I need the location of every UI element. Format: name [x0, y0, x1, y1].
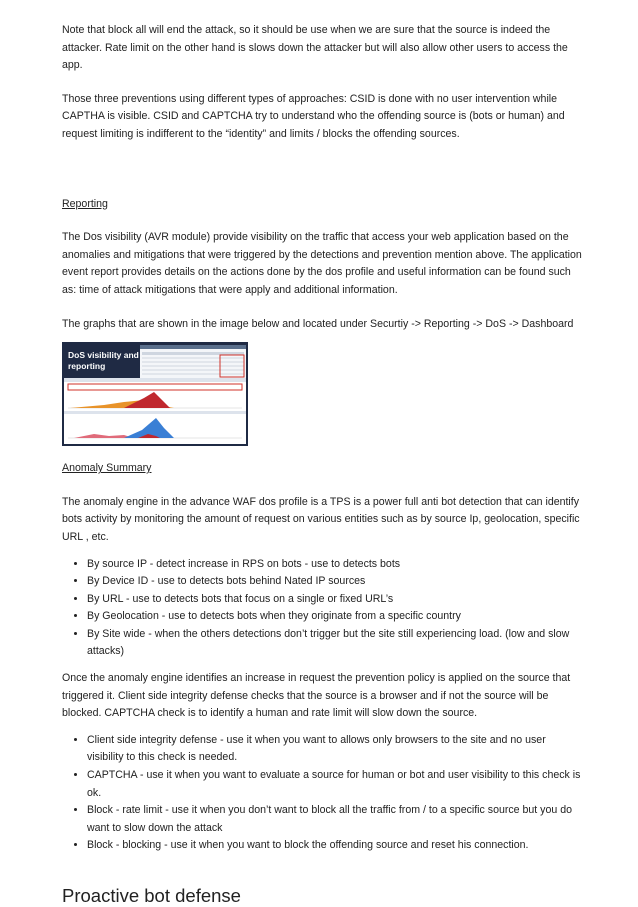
figure-graph-screenshot — [64, 378, 246, 444]
list-item: • Block - rate limit - use it when you don’t want to block all the traffic from / to a specific source but you do want to slow down the attack — [87, 802, 582, 837]
paragraph-prevention-policy: Once the anomaly engine identifies an increase in request the prevention policy is applied on the source that triggered it. Client side integrity defense checks that the source is a browser and if not the source will be blocked. CAPTCHA check is to identify a human and rate limit will slow down the source. — [62, 672, 571, 720]
list-item: • Client side integrity defense - use it when you want to allows only browsers to the site and no user visibility to this check is needed. — [87, 732, 582, 767]
figure-label: DoS visibility and reporting — [68, 350, 139, 372]
list-item: • By URL - use to detects bots that focus on a single or fixed URL’s — [87, 591, 582, 609]
figure-table-screenshot — [140, 345, 246, 381]
document-page — [62, 22, 582, 907]
list-item: • Block - blocking - use it when you want to block the offending source and reset his connection. — [87, 837, 582, 855]
list-item: • By Device ID - use to detects bots behind Nated IP sources — [87, 573, 582, 591]
dos-visibility-figure — [62, 342, 248, 446]
list-item: • CAPTCHA - use it when you want to evaluate a source for human or bot and user visibility to this check is ok. — [87, 767, 582, 802]
list-item: • By Geolocation - use to detects bots when they originate from a specific country — [87, 608, 582, 626]
list-item: • By source IP - detect increase in RPS on bots - use to detects bots — [87, 556, 582, 574]
paragraph-prevention-approaches: Those three preventions using different types of approaches: CSID is done with no user intervention while CAPTHA is visible. CSID and CAPTCHA try to understand who the offending source is (bots or human) and request limiting is indifferent to the “identity” and limits / blocks the offending sources. — [62, 92, 565, 140]
prevention-list — [62, 732, 582, 855]
paragraph-anomaly-engine: The anomaly engine in the advance WAF dos profile is a TPS is a power full anti bot detection that can identify bots activity by monitoring the amount of request on various entities such as by source Ip, geolocation, specific URL , etc. — [62, 495, 580, 543]
detection-list — [62, 556, 582, 662]
paragraph-dos-visibility: The Dos visibility (AVR module) provide visibility on the traffic that access your web application based on the anomalies and mitigations that were triggered by the detections and prevention mention above. The application event report provides details on the actions done by the dos profile and useful information can be found such as: time of attack mitigations that were apply and additional information. — [62, 231, 582, 296]
paragraph-dashboard-path: The graphs that are shown in the image below and located under Securtiy -> Reporting -> DoS -> Dashboard — [62, 317, 574, 330]
heading-anomaly-summary: Anomaly Summary — [62, 462, 152, 475]
paragraph-block-vs-rate-limit: Note that block all will end the attack, so it should be use when we are sure that the source is indeed the attacker. Rate limit on the other hand is slows down the attacker but will also allow other users to access the app. — [62, 24, 568, 72]
section-title: Proactive bot defense — [62, 885, 241, 906]
heading-reporting: Reporting — [62, 197, 108, 210]
list-item: • By Site wide - when the others detections don’t trigger but the site still experiencing load. (low and slow attacks) — [87, 626, 582, 661]
